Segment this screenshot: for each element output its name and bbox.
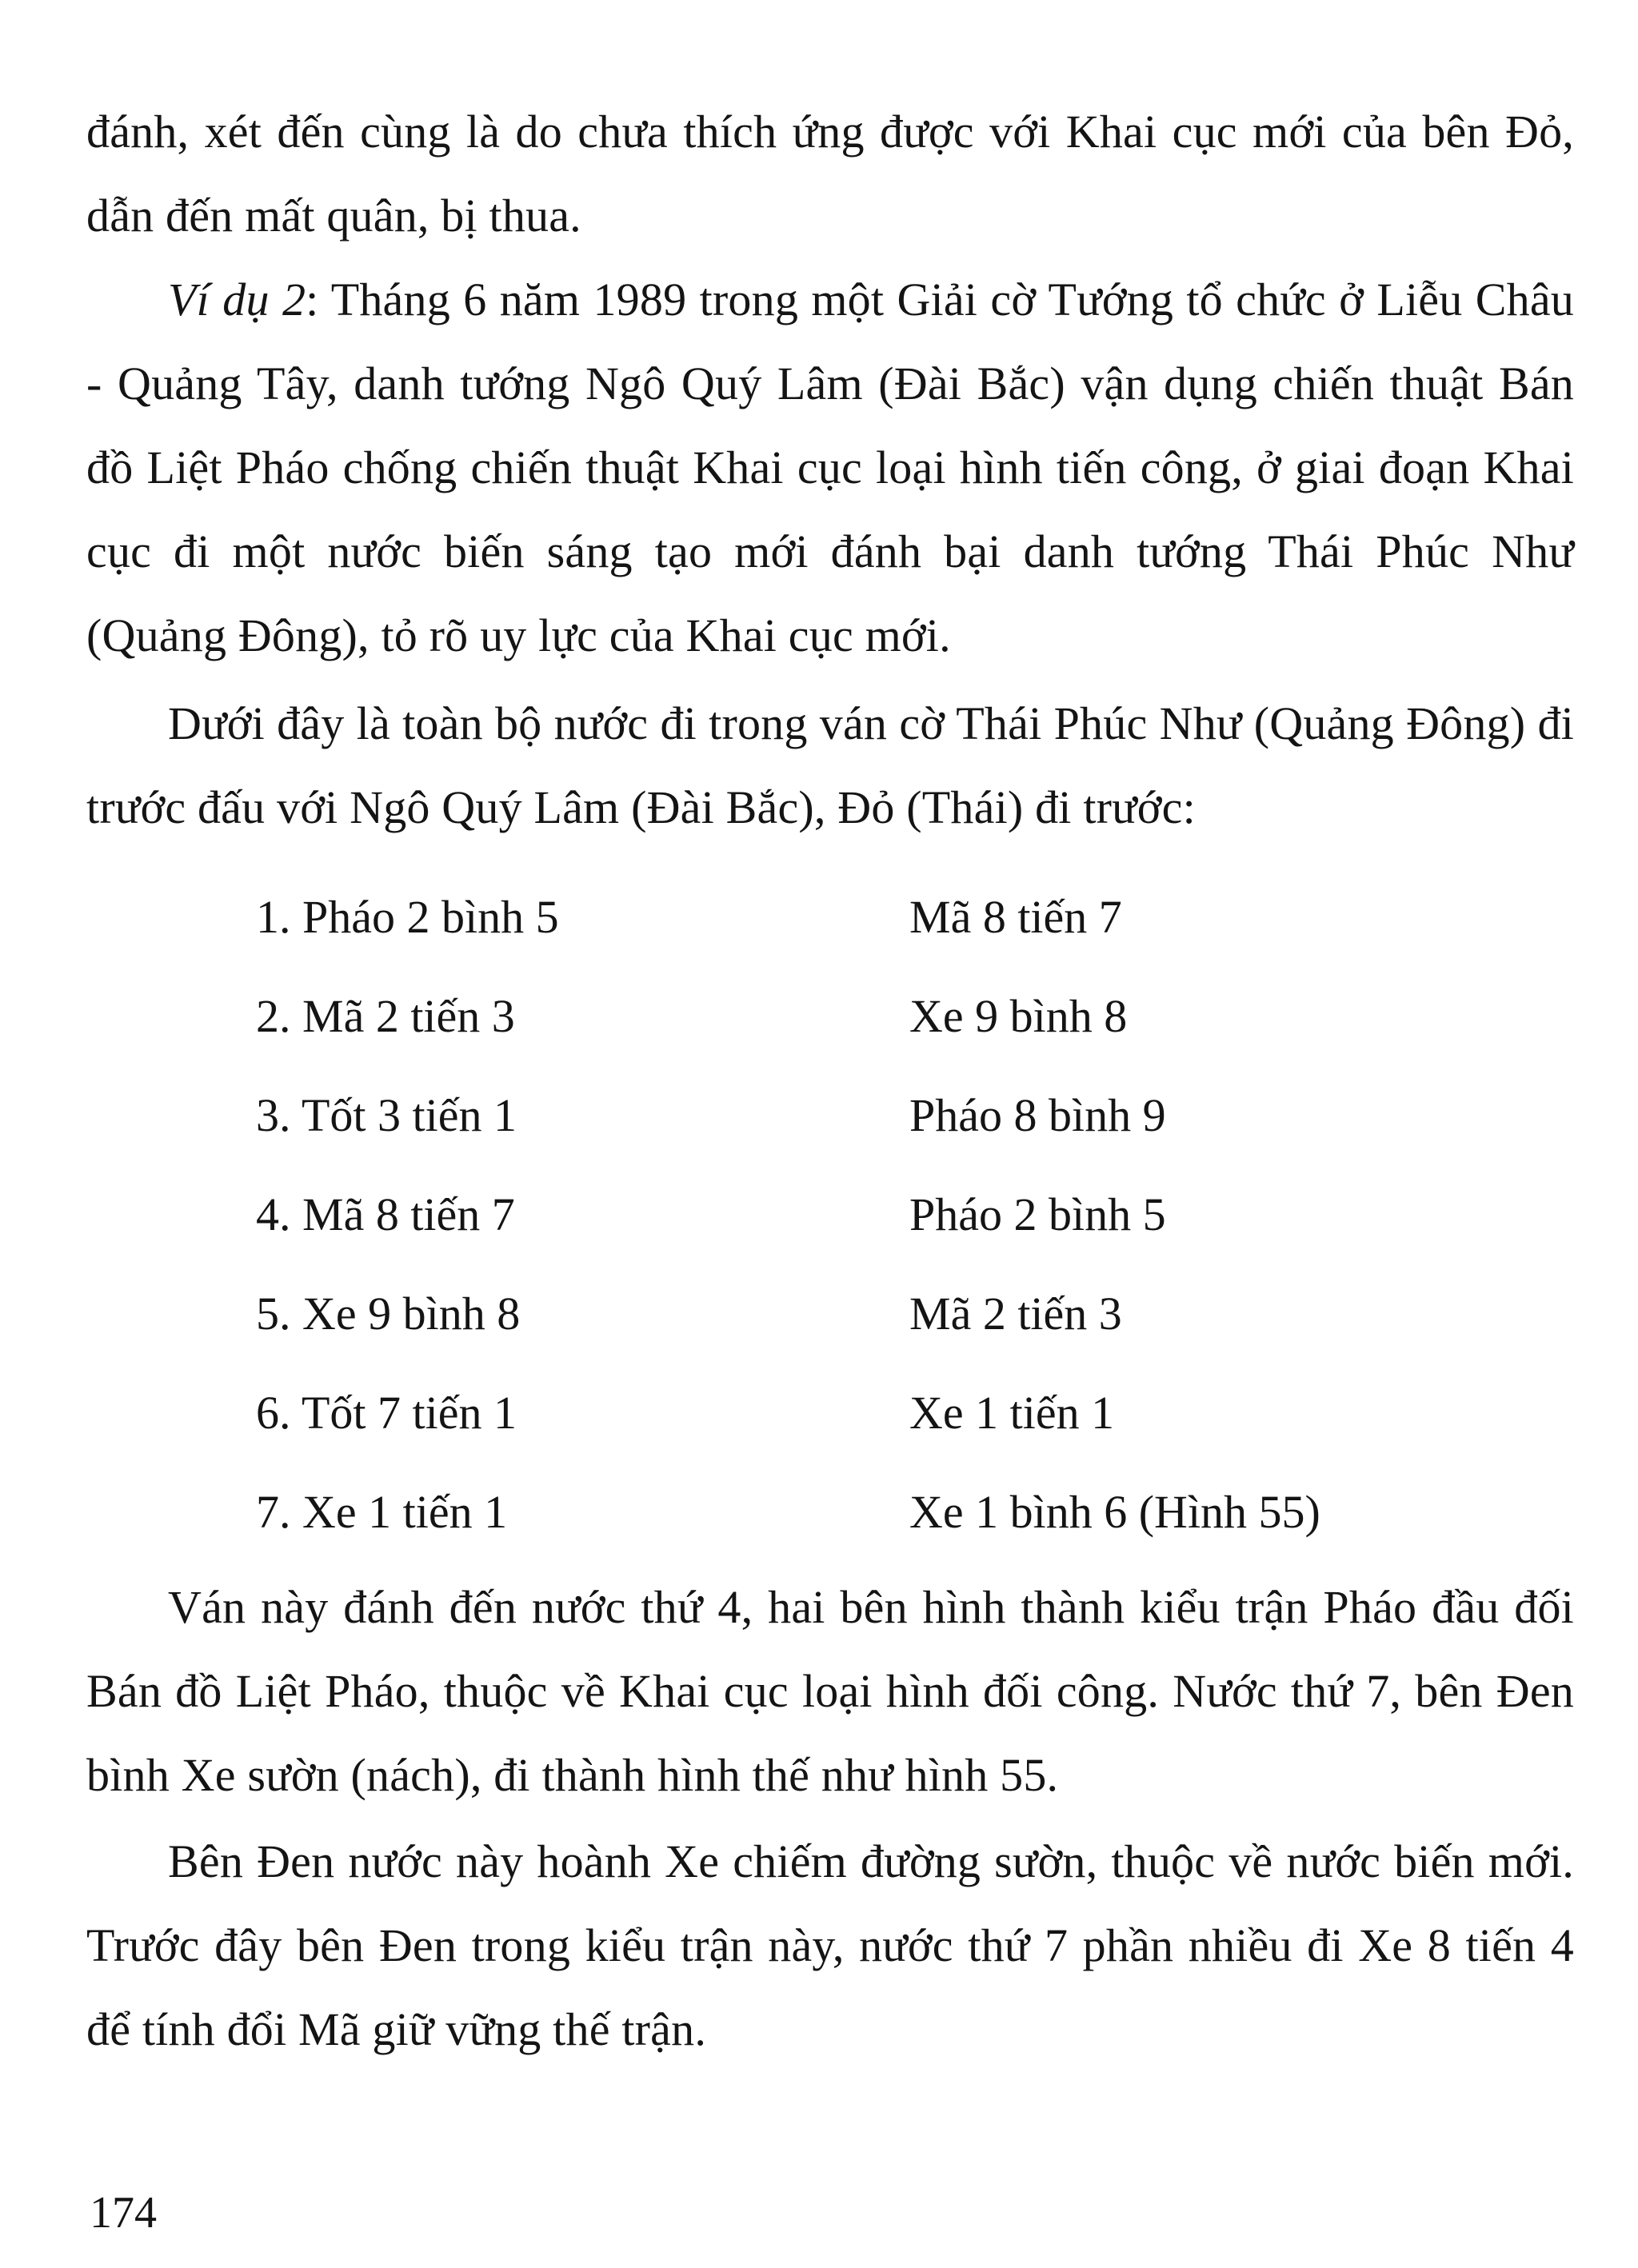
paragraph-moves-intro: Dưới đây là toàn bộ nước đi trong ván cờ Thái Phúc Như (Quảng Đông) đi trước đấu với Ngô Quý Lâm (Đài Bắc), Đỏ (Thái) đi trước: xyxy=(86,697,1574,833)
black-move: Pháo 2 bình 5 xyxy=(909,1188,1166,1240)
black-move: Xe 1 bình 6 (Hình 55) xyxy=(909,1486,1320,1538)
example-text: : Tháng 6 năm 1989 trong một Giải cờ Tướng tổ chức ở Liễu Châu - Quảng Tây, danh tướng Ngô Quý Lâm (Đài Bắc) vận dụng chiến thuật Bán đồ Liệt Pháo chống chiến thuật Khai cục loại hình tiến công, ở giai đoạn Khai cục đi một nước biến sáng tạo mới đánh bại danh tướng Thái Phúc Như (Quảng Đông), tỏ rõ uy lực của Khai cục mới. xyxy=(86,274,1574,661)
black-move: Mã 2 tiến 3 xyxy=(909,1288,1122,1340)
red-move: 6. Tốt 7 tiến 1 xyxy=(256,1387,517,1439)
red-move: 1. Pháo 2 bình 5 xyxy=(256,891,559,943)
move-row xyxy=(256,1165,1456,1264)
move-row xyxy=(256,1364,1456,1463)
paragraph-commentary: Bên Đen nước này hoành Xe chiếm đường sườn, thuộc về nước biến mới. Trước đây bên Đen trong kiểu trận này, nước thứ 7 phần nhiều đi Xe 8 tiến 4 để tính đổi Mã giữ vững thế trận. xyxy=(86,1835,1574,2055)
red-move: 5. Xe 9 bình 8 xyxy=(256,1288,521,1340)
black-move: Pháo 8 bình 9 xyxy=(909,1089,1166,1141)
move-row xyxy=(256,1264,1456,1364)
black-move: Mã 8 tiến 7 xyxy=(909,891,1122,943)
red-move: 2. Mã 2 tiến 3 xyxy=(256,990,515,1042)
black-move: Xe 1 tiến 1 xyxy=(909,1387,1115,1439)
move-list xyxy=(256,868,1456,1562)
paragraph-analysis: Ván này đánh đến nước thứ 4, hai bên hình thành kiểu trận Pháo đầu đối Bán đồ Liệt Pháo, thuộc về Khai cục loại hình đối công. Nước thứ 7, bên Đen bình Xe sườn (nách), đi thành hình thế như hình 55. xyxy=(86,1581,1574,1801)
red-move: 4. Mã 8 tiến 7 xyxy=(256,1188,515,1240)
paragraph-example-2 xyxy=(86,258,1574,677)
move-row xyxy=(256,1463,1456,1562)
black-move: Xe 9 bình 8 xyxy=(909,990,1128,1042)
red-move: 3. Tốt 3 tiến 1 xyxy=(256,1089,517,1141)
page-number: 174 xyxy=(90,2188,157,2238)
paragraph-continuation: đánh, xét đến cùng là do chưa thích ứng được với Khai cục mới của bên Đỏ, dẫn đến mất quân, bị thua. xyxy=(86,106,1574,242)
red-move: 7. Xe 1 tiến 1 xyxy=(256,1486,508,1538)
example-label: Ví dụ 2 xyxy=(168,274,306,325)
move-row xyxy=(256,967,1456,1066)
move-row xyxy=(256,1066,1456,1165)
move-row xyxy=(256,868,1456,967)
